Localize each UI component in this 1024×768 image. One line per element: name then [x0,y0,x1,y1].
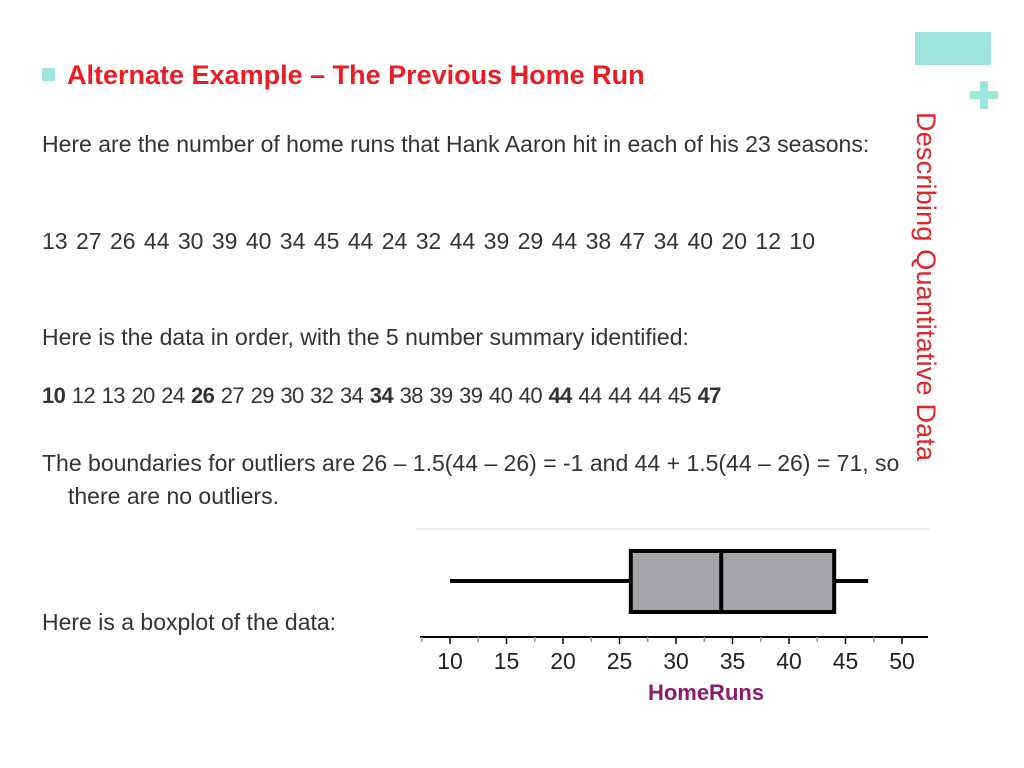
tick-label: 15 [493,648,520,674]
ordered-data [42,383,721,409]
ordered-intro-text: Here is the data in order, with the 5 number summary identified: [42,324,689,350]
ordered-value: 45 [667,383,692,408]
five-number-value: 47 [697,383,721,408]
ordered-value: 34 [339,383,364,408]
boxplot-chart [416,528,930,710]
outliers-text: The boundaries for outliers are 26 – 1.5(44 – 26) = -1 and 44 + 1.5(44 – 26) = 71, so there are no outliers. [42,450,900,509]
intro-text: Here are the number of home runs that Hank Aaron hit in each of his 23 seasons: [42,131,870,157]
tick-label: 20 [550,648,576,674]
ordered-value: 38 [399,383,423,408]
ordered-value: 24 [161,383,185,408]
five-number-value: 44 [548,383,572,408]
ordered-value: 39 [429,383,453,408]
ordered-value: 12 [71,383,96,408]
ordered-value: 13 [101,383,125,408]
tick-label: 50 [889,648,915,674]
slide-title-text: Alternate Example – The Previous Home Run [67,60,645,90]
x-axis-title: HomeRuns [647,680,765,705]
slide-title [42,60,645,91]
tick-label: 25 [606,648,633,674]
five-number-value: 26 [190,383,215,408]
ordered-value: 29 [250,383,274,408]
tick-label: 30 [663,648,689,674]
ordered-value: 32 [310,383,334,408]
raw-data-text: 13 27 26 44 30 39 40 34 45 44 24 32 44 39 29 44 38 47 34 40 20 12 10 [42,228,815,254]
five-number-value: 10 [42,383,66,408]
tick-label: 40 [776,648,802,674]
ordered-value: 44 [578,383,602,408]
ordered-value: 44 [608,383,632,408]
boxplot-intro-text: Here is a boxplot of the data: [42,609,337,635]
side-title: Describing Quantitative Data [911,112,941,462]
ordered-value: 39 [459,383,483,408]
ordered-value: 40 [488,383,513,408]
ordered-value: 44 [637,383,662,408]
ordered-value: 20 [131,383,155,408]
square-bullet-icon [42,68,55,81]
tick-label: 10 [437,648,463,674]
accent-bar [915,32,991,65]
tick-label: 35 [719,648,746,674]
five-number-value: 34 [369,383,394,408]
tick-label: 45 [832,648,859,674]
plus-icon [967,78,1001,112]
iqr-box [631,551,834,612]
ordered-value: 27 [220,383,245,408]
ordered-value: 30 [280,383,304,408]
ordered-value: 40 [518,383,543,408]
